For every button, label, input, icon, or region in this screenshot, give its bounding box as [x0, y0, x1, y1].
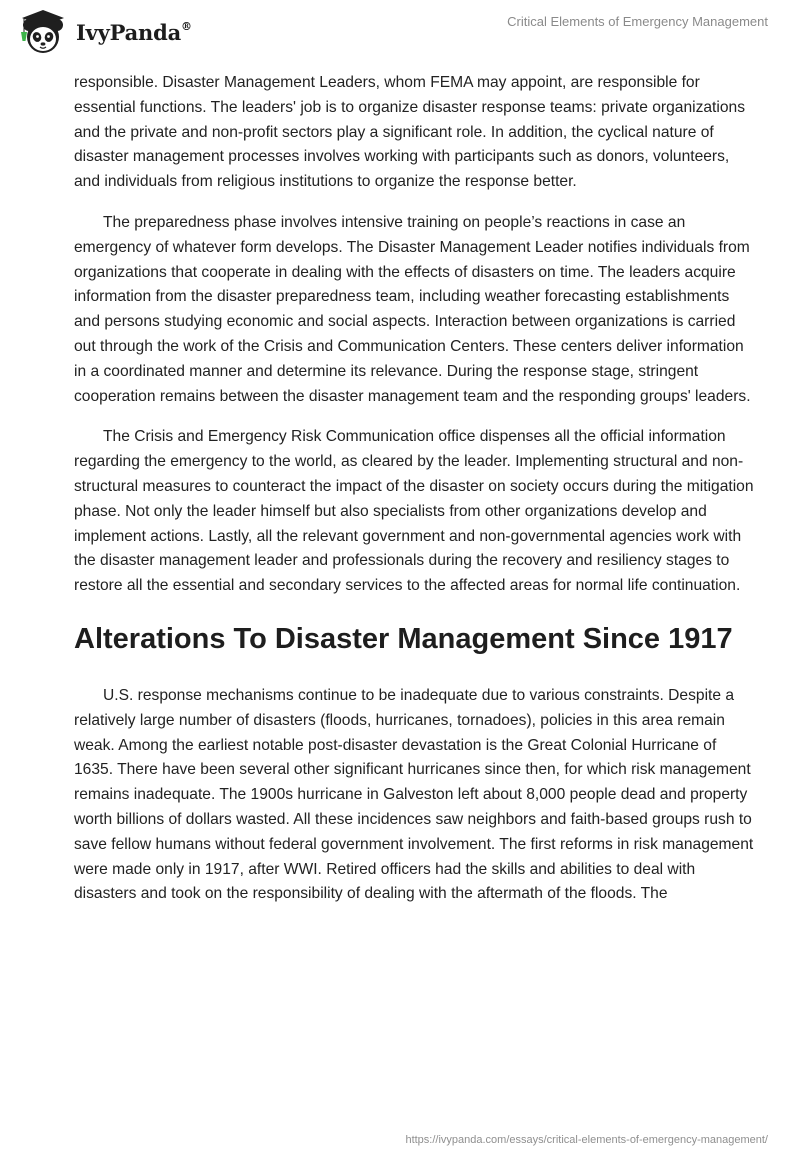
essay-body [74, 71, 754, 907]
section-heading: Alterations To Disaster Management Since 1917 [74, 622, 733, 655]
page-header [0, 0, 800, 62]
brand-name [76, 20, 192, 45]
paragraph: The preparedness phase involves intensive training on people’s reactions in case an emergency of whatever form develops. The Disaster Management Leader notifies individuals from organizations that cooperate in dealing with the effects of disasters on time. The leaders acquire information from the disaster preparedness team, including weather forecasting establishments and persons studying economic and social aspects. Interaction between organizations is carried out through the work of the Crisis and Communication Centers. These centers deliver information in a coordinated manner and determine its relevance. During the response stage, stringent cooperation remains between the disaster management team and the responding groups' leaders. [74, 213, 751, 405]
paragraph: The Crisis and Emergency Risk Communication office dispenses all the official information regarding the emergency to the world, as cleared by the leader. Implementing structural and non-structural measures to counteract the impact of the disaster on society occurs during the mitigation phase. Not only the leader himself but also specialists from other organizations develop and implement actions. Lastly, all the relevant government and non-governmental agencies work with the disaster management leader and professionals during the recovery and resiliency stages to restore all the essential and secondary services to the affected areas for normal life continuation. [74, 428, 754, 595]
paragraph: U.S. response mechanisms continue to be inadequate due to various constraints. Despite a relatively large number of disasters (floods, hurricanes, tornadoes), policies in this area remain weak. Among the earliest notable post-disaster devastation is the Great Colonial Hurricane of 1635. There have been several other significant hurricanes since then, for which risk management remains inadequate. The 1900s hurricane in Galveston left about 8,000 people dead and property worth billions of dollars wasted. All these incidences saw neighbors and faith-based groups rush to save fellow humans without federal government involvement. The first reforms in risk management were made only in 1917, after WWI. Retired officers had the skills and abilities to deal with disasters and took on the responsibility of dealing with the aftermath of the floods. The [74, 686, 754, 903]
paragraph: responsible. Disaster Management Leaders, whom FEMA may appoint, are responsible for essential functions. The leaders' job is to organize disaster response teams: private organizations and the private and non-profit sectors play a significant role. In addition, the cyclical nature of disaster management processes involves working with participants such as donors, volunteers, and individuals from religious institutions to organize the response better. [74, 74, 745, 191]
brand-text: IvyPanda [76, 19, 182, 45]
registered-mark: ® [181, 19, 192, 33]
source-url[interactable]: https://ivypanda.com/essays/critical-elements-of-emergency-management/ [405, 1134, 768, 1146]
ivypanda-logo[interactable] [14, 8, 192, 56]
document-title: Critical Elements of Emergency Management [507, 14, 768, 29]
panda-graduate-icon [14, 8, 72, 56]
